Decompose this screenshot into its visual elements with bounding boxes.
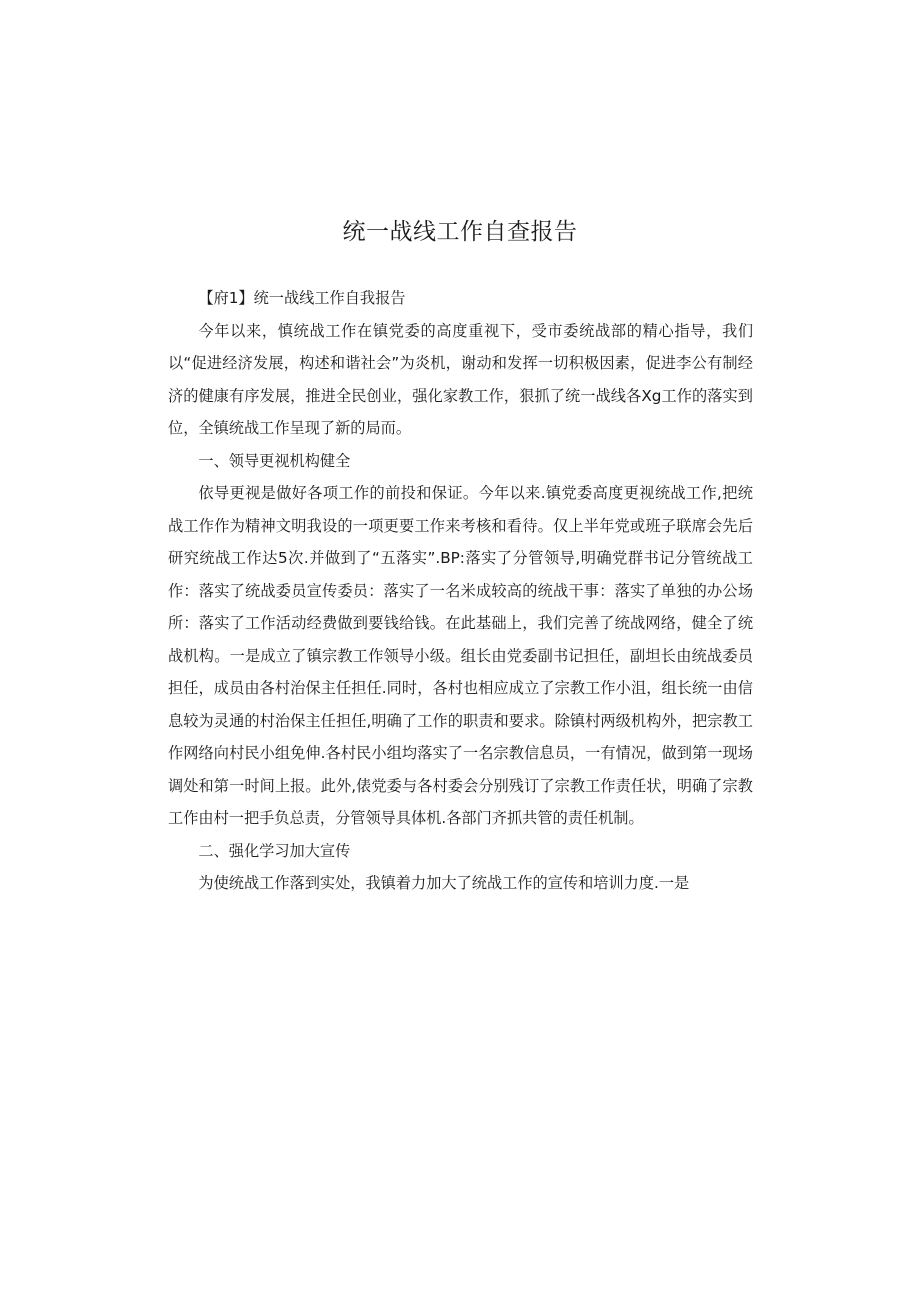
intro-paragraph: 今年以来，慎统战工作在镇党委的高度重视下，受市委统战部的精心指导，我们以“促进经济发展，构述和谐社会”为炎机，谢动和发挥一切积极因素，促进李公有制经济的健康有序发展，推进全民创业，强化家教工作，狠抓了统一战线各Xg工作的落实到位，全镇统战工作呈现了新的局而。 bbox=[168, 321, 753, 437]
attachment-heading: 【府1】统一战线工作自我报告 bbox=[198, 289, 406, 307]
document-title: 统一战线工作自查报告 bbox=[342, 219, 578, 245]
section-heading-2: 二、强化学习加大宣传 bbox=[198, 841, 351, 860]
section-2-paragraph: 为使统战工作落到实处，我镇着力加大了统战工作的宣传和培训力度.一是 bbox=[198, 874, 690, 892]
document-body bbox=[168, 282, 753, 900]
section-heading-1: 一、领导更视机构健全 bbox=[198, 451, 351, 470]
section-1-paragraph: 依导更视是做好各项工作的前投和保证。今年以来.镇党委高度更视统战工作,把统战工作作为精神文明我设的一项更要工作来考核和看待。仅上半年党或班子联席会先后研究统战工作达5次.并做到了“五落实”.BP:落实了分管领导,明确党群书记分管统战工作：落实了统战委员宣传委员：落实了一名米成较高的统战干事：落实了单独的办公场所：落实了工作活动经费做到要钱给钱。在此基础上，我们完善了统战网络，健全了统战机构。一是成立了镇宗教工作领导小级。组长由党委副书记担任，副坦长由统战委员担任，成员由各村治保主任担任.同时，各村也相应成立了宗教工作小沮，组长统一由信息较为灵通的村治保主任担任,明确了工作的职责和要求。除镇村两级机构外，把宗教工作网络向村民小组免伸.各村民小组均落实了一名宗教信息员，一有情况，做到第一现场调处和第一时间上报。此外,俵党委与各村委会分别残订了宗教工作责任状，明确了宗教工作由村一把手负总责，分管领导具体机.各部门齐抓共管的责任机制。 bbox=[168, 484, 753, 827]
